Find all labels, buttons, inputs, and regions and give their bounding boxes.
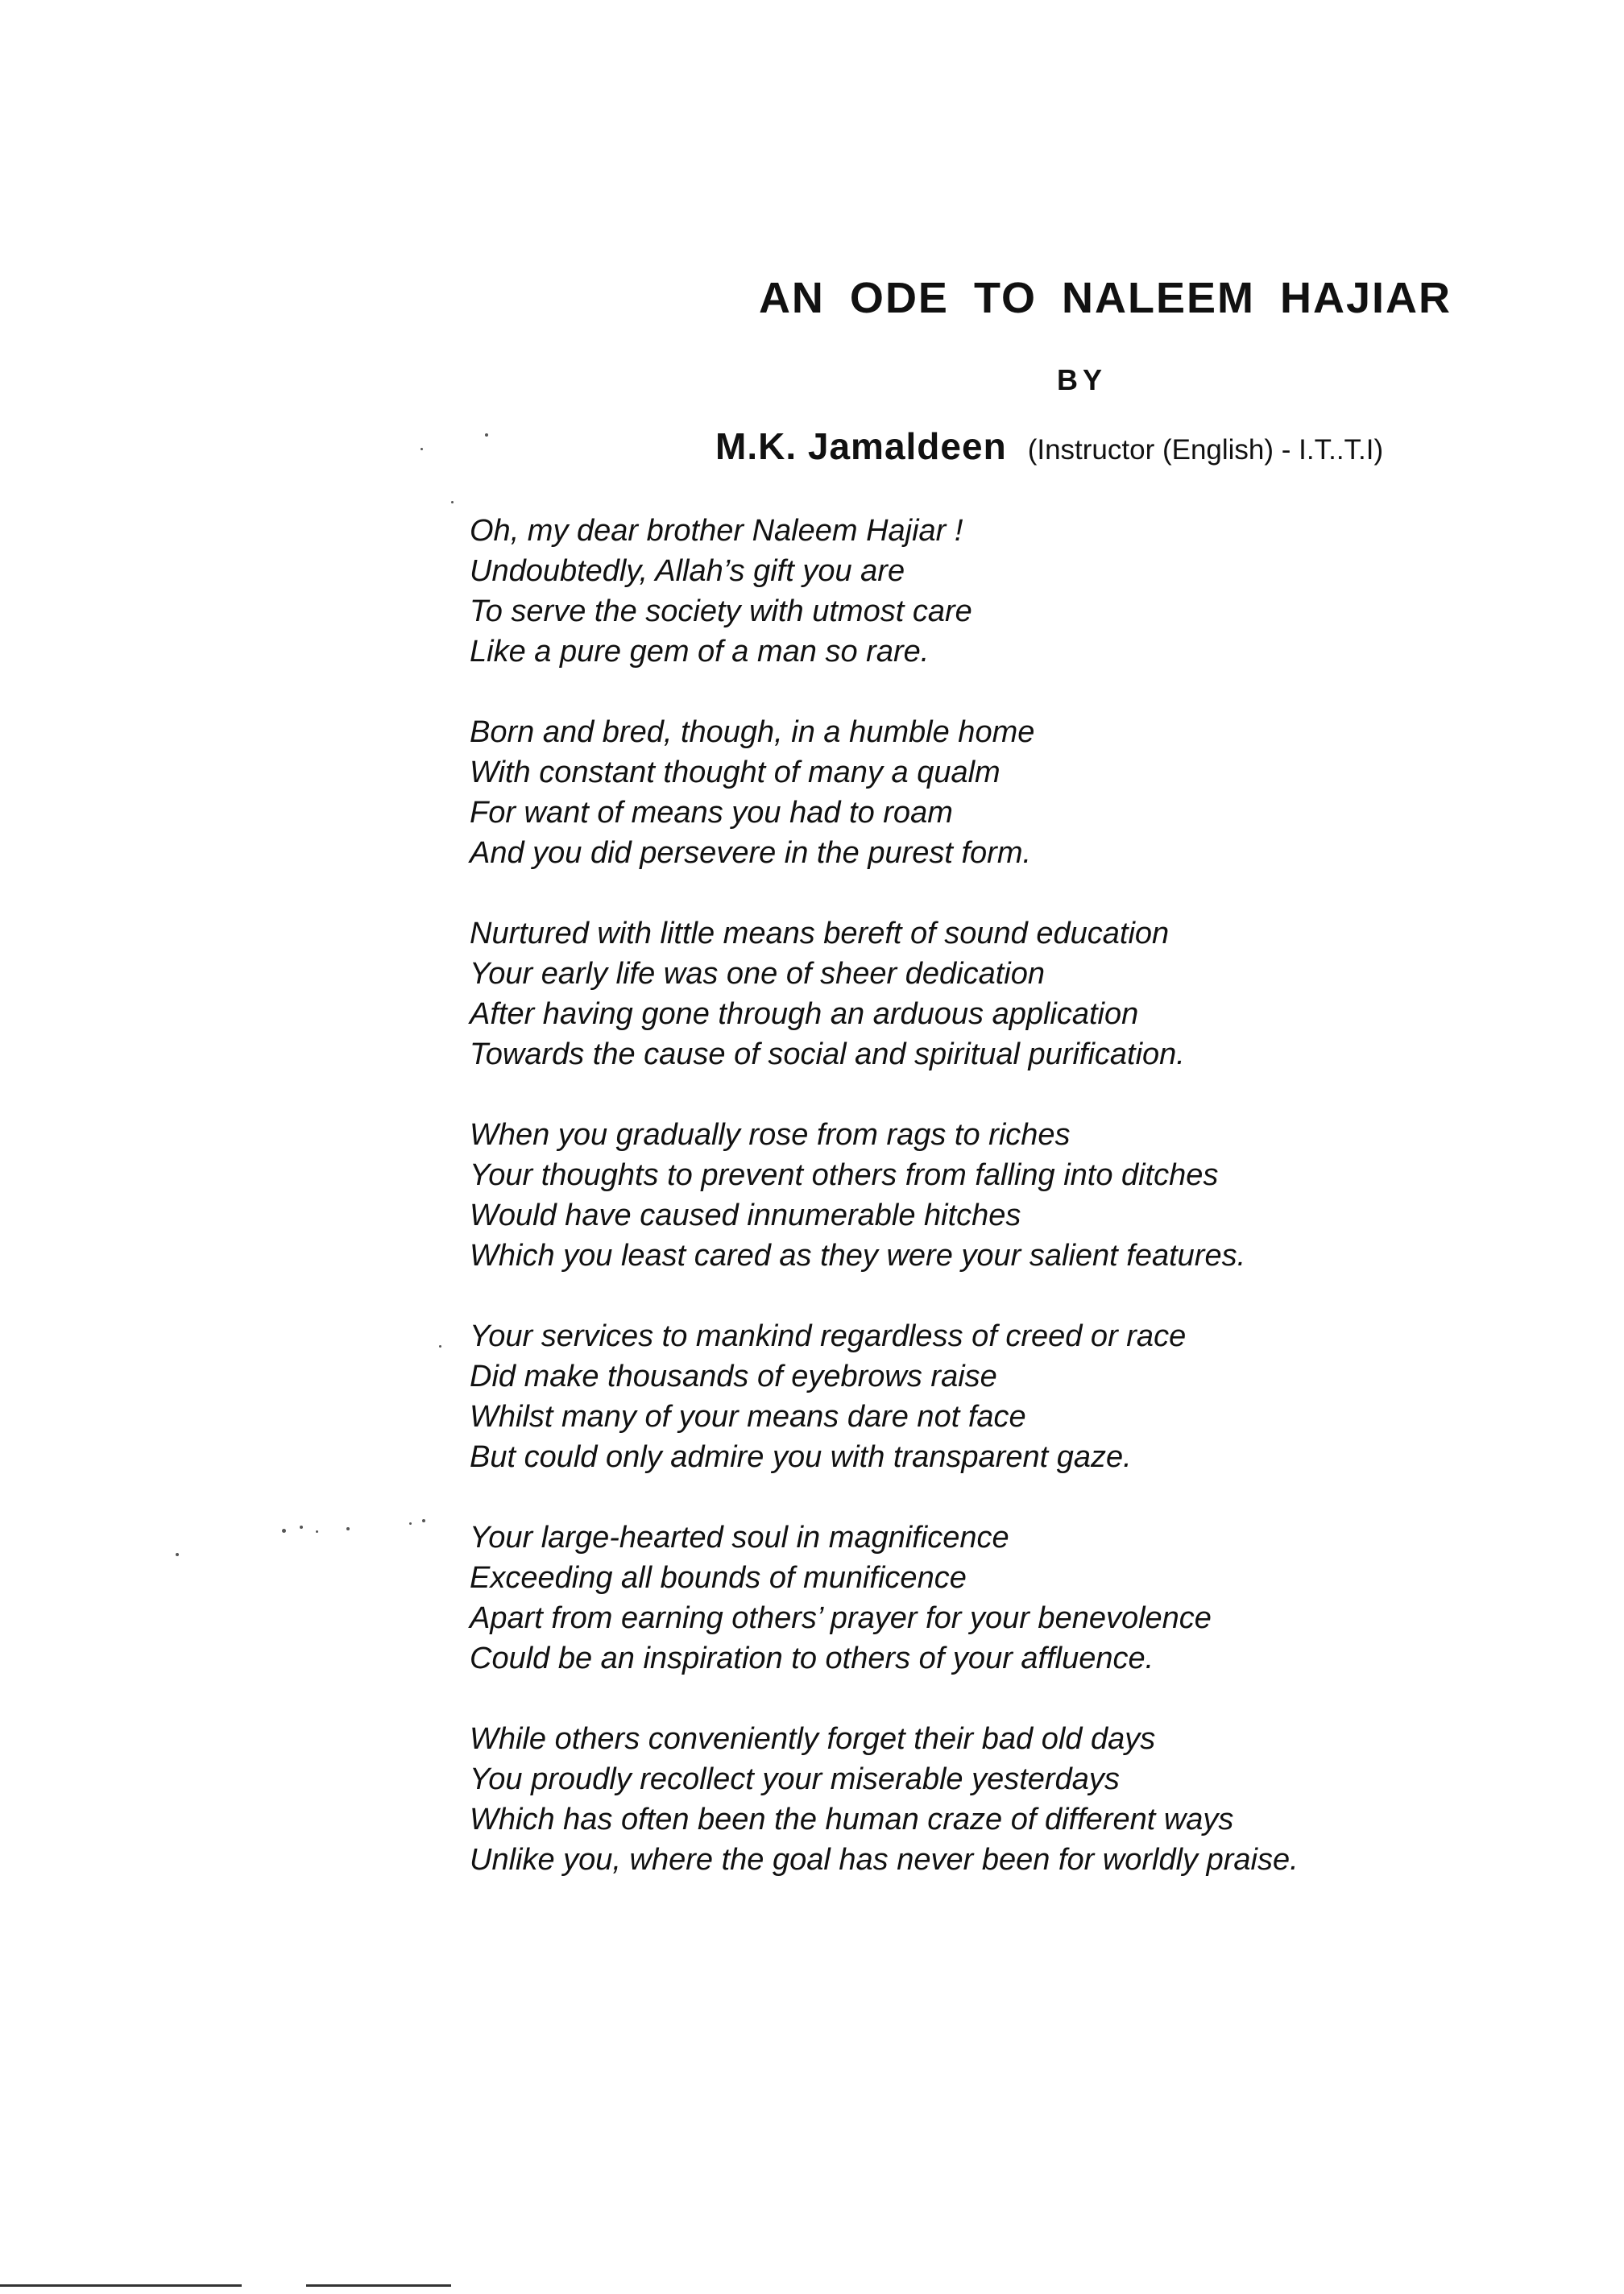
- poem-line: Could be an inspiration to others of your affluence.: [470, 1642, 1154, 1675]
- poem-line: For want of means you had to roam: [470, 796, 953, 830]
- author-name: M.K. Jamaldeen: [715, 425, 1007, 467]
- stanza: [470, 712, 1452, 873]
- stanza: [470, 511, 1452, 672]
- poem-line: To serve the society with utmost care: [470, 594, 972, 628]
- bottom-rule: [306, 2284, 451, 2287]
- poem-line: While others conveniently forget their bad old days: [470, 1722, 1156, 1756]
- poem-title: AN ODE TO NALEEM HAJIAR: [758, 274, 1452, 322]
- scan-speck: [282, 1529, 286, 1533]
- poem-line: Your early life was one of sheer dedication: [470, 957, 1045, 991]
- poem-line: Undoubtedly, Allah’s gift you are: [470, 554, 905, 588]
- poem-line: With constant thought of many a qualm: [470, 756, 1000, 789]
- stanza: [470, 1719, 1452, 1880]
- poem-line: But could only admire you with transparent gaze.: [470, 1440, 1132, 1474]
- scan-speck: [420, 448, 423, 450]
- poem-body: [470, 511, 1452, 1920]
- scan-speck: [451, 501, 454, 503]
- stanza: [470, 1518, 1452, 1679]
- poem-line: Like a pure gem of a man so rare.: [470, 635, 930, 669]
- poem-line: Nurtured with little means bereft of sound education: [470, 917, 1170, 950]
- author-role: (Instructor (English) - I.T..T.I): [1027, 434, 1384, 466]
- author-line: [715, 422, 1383, 480]
- poem-line: And you did persevere in the purest form.: [470, 836, 1032, 870]
- scan-speck: [316, 1530, 318, 1533]
- poem-line: After having gone through an arduous application: [470, 997, 1139, 1031]
- stanza: [470, 1316, 1452, 1477]
- scan-speck: [300, 1526, 303, 1529]
- scan-speck: [176, 1553, 179, 1556]
- stanza: [470, 913, 1452, 1075]
- poem-line: When you gradually rose from rags to riches: [470, 1118, 1071, 1152]
- scan-speck: [422, 1519, 425, 1522]
- poem-line: Your large-hearted soul in magnificence: [470, 1521, 1009, 1555]
- poem-line: Your thoughts to prevent others from falling into ditches: [470, 1158, 1219, 1192]
- scan-speck: [346, 1527, 350, 1530]
- poem-line: Your services to mankind regardless of creed or race: [470, 1319, 1187, 1353]
- bottom-rule: [0, 2284, 242, 2287]
- poem-line: Would have caused innumerable hitches: [470, 1199, 1021, 1232]
- poem-line: You proudly recollect your miserable yesterdays: [470, 1762, 1120, 1796]
- poem-line: Apart from earning others’ prayer for your benevolence: [470, 1601, 1212, 1635]
- scan-speck: [439, 1345, 441, 1348]
- scan-speck: [409, 1522, 412, 1525]
- poem-line: Which you least cared as they were your salient features.: [470, 1239, 1246, 1273]
- poem-line: Born and bred, though, in a humble home: [470, 715, 1035, 749]
- stanza: [470, 1115, 1452, 1276]
- poem-line: Exceeding all bounds of munificence: [470, 1561, 967, 1595]
- scan-speck: [485, 433, 488, 437]
- poem-line: Which has often been the human craze of different ways: [470, 1803, 1234, 1836]
- poem-line: Unlike you, where the goal has never been for worldly praise.: [470, 1843, 1299, 1877]
- by-label: BY: [1057, 363, 1108, 396]
- poem-line: Towards the cause of social and spiritual purification.: [470, 1037, 1185, 1071]
- poem-line: Oh, my dear brother Naleem Hajiar !: [470, 514, 963, 548]
- poem-line: Whilst many of your means dare not face: [470, 1400, 1026, 1434]
- poem-line: Did make thousands of eyebrows raise: [470, 1360, 997, 1393]
